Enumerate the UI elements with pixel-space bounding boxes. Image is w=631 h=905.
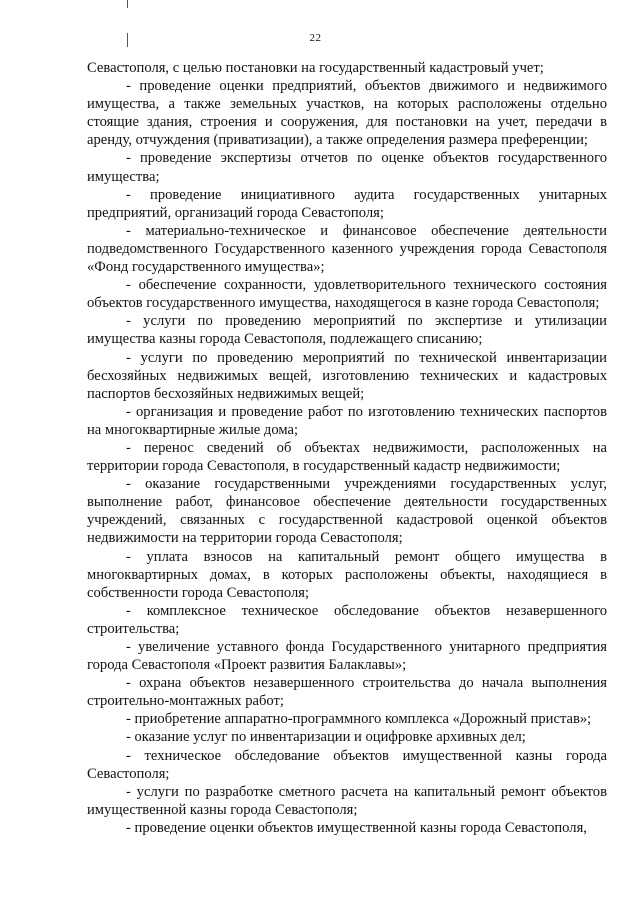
list-item: - увеличение уставного фонда Государственного унитарного предприятия города Севастополя «Проект развития Балаклавы»;: [87, 639, 607, 674]
list-item: - оказание государственными учреждениями государственных услуг, выполнение работ, финансовое обеспечение деятельности государственных учреждений, связанных с государственной кадастровой оценкой объектов недвижимости на территории города Севастополя;: [87, 476, 607, 547]
list-item: - услуги по проведению мероприятий по экспертизе и утилизации имущества казны города Севастополя, подлежащего списанию;: [87, 313, 607, 348]
document-body: [87, 59, 607, 837]
list-item: - приобретение аппаратно-программного комплекса «Дорожный пристав»;: [126, 711, 592, 728]
paragraph-continuation: Севастополя, с целью постановки на государственный кадастровый учет;: [87, 60, 544, 76]
list-item: - техническое обследование объектов имущественной казны города Севастополя;: [87, 747, 607, 782]
list-item: - охрана объектов незавершенного строительства до начала выполнения строительно-монтажных работ;: [87, 675, 607, 710]
list-item: - обеспечение сохранности, удовлетворительного технического состояния объектов государственного имущества, находящегося в казне города Севастополя;: [87, 277, 607, 312]
list-item: - организация и проведение работ по изготовлению технических паспортов на многоквартирные жилые дома;: [87, 403, 607, 438]
list-item: - услуги по разработке сметного расчета на капитальный ремонт объектов имущественной казны города Севастополя;: [87, 783, 607, 818]
list-item: - проведение инициативного аудита государственных унитарных предприятий, организаций города Севастополя;: [87, 186, 607, 221]
list-item: - материально-техническое и финансовое обеспечение деятельности подведомственного Государственного казенного учреждения города Севастополя «Фонд государственного имущества»;: [87, 222, 607, 276]
list-item: - перенос сведений об объектах недвижимости, расположенных на территории города Севастополя, в государственный кадастр недвижимости;: [87, 439, 607, 475]
list-item: - комплексное техническое обследование объектов незавершенного строительства;: [87, 602, 607, 637]
list-item: - оказание услуг по инвентаризации и оцифровке архивных дел;: [126, 729, 526, 746]
list-item: - уплата взносов на капитальный ремонт общего имущества в многоквартирных домах, в которых расположены объекты, находящиеся в собственности города Севастополя;: [87, 548, 607, 601]
page-number: 22: [309, 32, 322, 44]
list-item: - проведение экспертизы отчетов по оценке объектов государственного имущества;: [87, 150, 607, 185]
list-item: - услуги по проведению мероприятий по технической инвентаризации бесхозяйных недвижимых вещей, изготовлению технических и кадастровых паспортов бесхозяйных недвижимых вещей;: [87, 349, 607, 402]
list-item: - проведение оценки объектов имущественной казны города Севастополя,: [126, 819, 587, 836]
list-item: - проведение оценки предприятий, объектов движимого и недвижимого имущества, а также земельных участков, на которых расположены отдельно стоящие здания, строения и сооружения, для постановки на учет, передачи в аренду, отчуждения (приватизации), а также определения размера преференции;: [87, 78, 607, 149]
binding-margin-line: [127, 0, 128, 8]
